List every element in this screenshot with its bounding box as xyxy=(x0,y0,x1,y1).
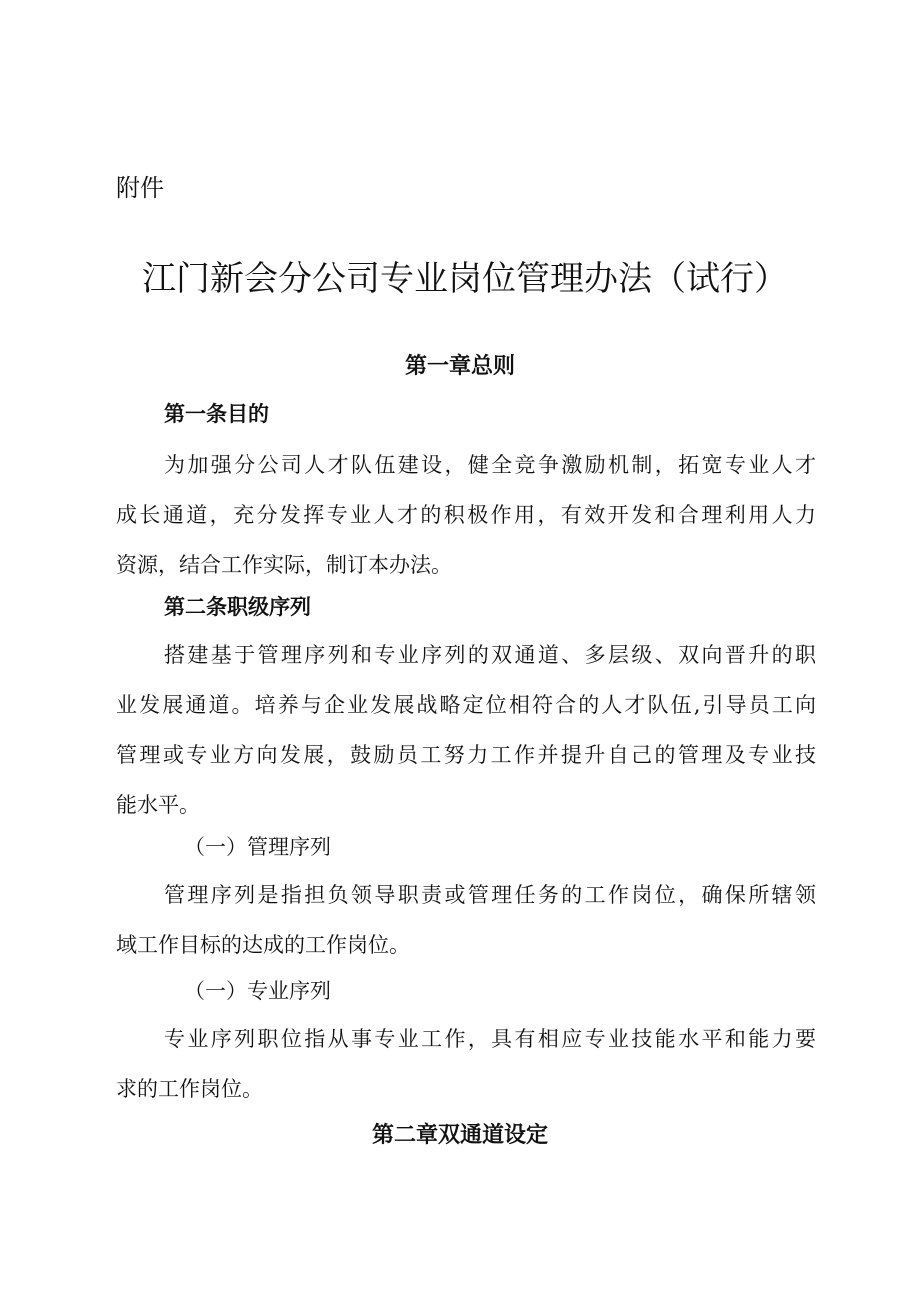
paragraph-line: 域工作目标的达成的工作岗位。 xyxy=(116,933,410,957)
attachment-label: 附件 xyxy=(116,174,164,202)
paragraph-line: 管理或专业方向发展，鼓励员工努力工作并提升自己的管理及专业技 xyxy=(116,743,816,767)
subsection-management-paragraph xyxy=(116,870,816,970)
chapter-1-heading: 第一章总则 xyxy=(404,354,515,379)
subsection-professional-paragraph xyxy=(116,1014,816,1114)
subsection-professional-heading: （一）专业序列 xyxy=(184,979,331,1003)
paragraph-line: 为加强分公司人才队伍建设，健全竞争激励机制，拓宽专业人才 xyxy=(164,453,816,477)
paragraph-line: 求的工作岗位。 xyxy=(116,1077,263,1101)
chapter-2-heading: 第二章双通道设定 xyxy=(371,1123,548,1148)
paragraph-line: 搭建基于管理序列和专业序列的双通道、多层级、双向晋升的职 xyxy=(164,643,816,667)
document-title: 江门新会分公司专业岗位管理办法（试行） xyxy=(142,259,788,299)
article-1-paragraph xyxy=(116,440,816,590)
subsection-management-heading: （一）管理序列 xyxy=(184,835,331,859)
paragraph-line: 专业序列职位指从事专业工作，具有相应专业技能水平和能力要 xyxy=(164,1027,816,1051)
article-1-heading: 第一条目的 xyxy=(164,402,269,426)
paragraph-line: 能水平。 xyxy=(116,793,200,817)
article-2-paragraph xyxy=(116,630,816,830)
paragraph-line: 成长通道，充分发挥专业人才的积极作用，有效开发和合理利用人力 xyxy=(116,503,816,527)
paragraph-line: 资源，结合工作实际，制订本办法。 xyxy=(116,553,452,577)
paragraph-line: 业发展通道。培养与企业发展战略定位相符合的人才队伍,引导员工向 xyxy=(116,693,816,717)
article-2-heading: 第二条职级序列 xyxy=(164,595,311,619)
paragraph-line: 管理序列是指担负领导职责或管理任务的工作岗位，确保所辖领 xyxy=(164,883,816,907)
